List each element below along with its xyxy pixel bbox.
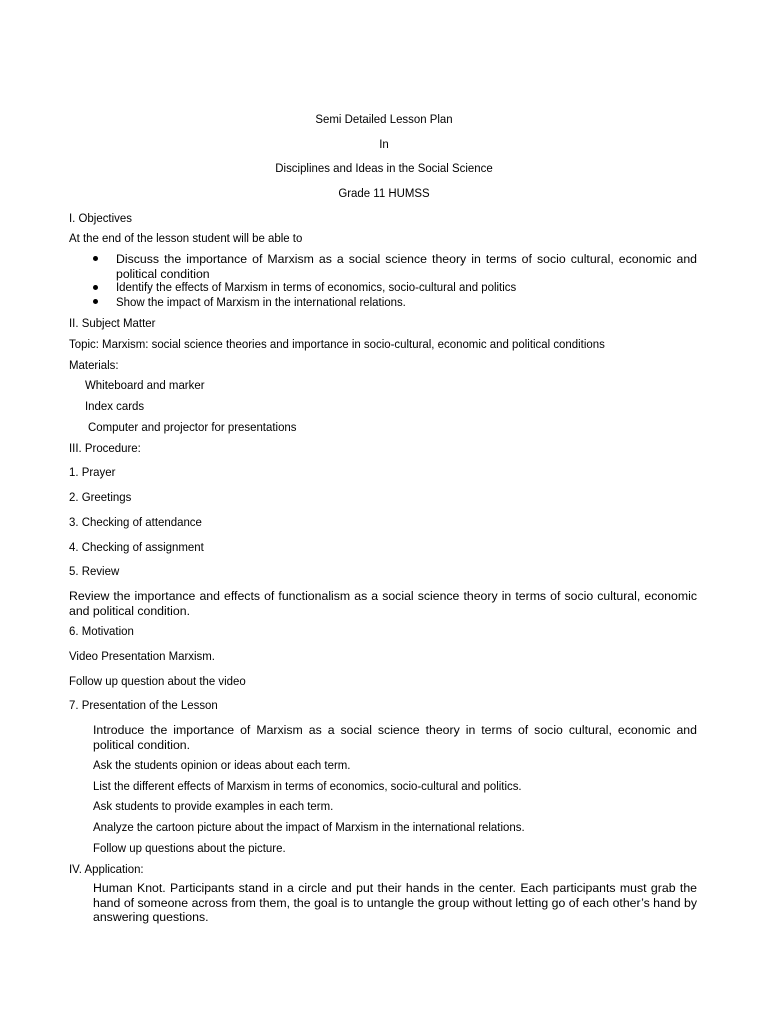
- objective-item: Show the impact of Marxism in the international relations.: [116, 295, 406, 309]
- application-heading: IV. Application:: [69, 862, 144, 876]
- bullet-icon: [93, 256, 98, 261]
- procedure-step: 3. Checking of attendance: [69, 515, 202, 529]
- presentation-item: Ask students to provide examples in each term.: [93, 799, 334, 813]
- material-item: Index cards: [85, 399, 145, 413]
- title-line-1: Semi Detailed Lesson Plan: [315, 112, 453, 126]
- presentation-item: Follow up questions about the picture.: [93, 841, 286, 855]
- title-line-4: Grade 11 HUMSS: [338, 186, 430, 200]
- motivation-item: Video Presentation Marxism.: [69, 649, 215, 663]
- procedure-step: 5. Review: [69, 564, 120, 578]
- objective-item: Identify the effects of Marxism in terms of economics, socio-cultural and politics: [116, 280, 517, 294]
- procedure-step: 2. Greetings: [69, 490, 132, 504]
- presentation-item: Analyze the cartoon picture about the impact of Marxism in the international relations.: [93, 820, 525, 834]
- material-item: Whiteboard and marker: [85, 378, 205, 392]
- bullet-icon: [93, 285, 98, 290]
- subject-matter-heading: II. Subject Matter: [69, 316, 156, 330]
- procedure-heading: III. Procedure:: [69, 441, 141, 455]
- procedure-step: 4. Checking of assignment: [69, 540, 204, 554]
- procedure-step: 1. Prayer: [69, 465, 116, 479]
- motivation-heading: 6. Motivation: [69, 624, 134, 638]
- presentation-item: List the different effects of Marxism in terms of economics, socio-cultural and politics.: [93, 779, 522, 793]
- materials-label: Materials:: [69, 358, 119, 372]
- title-line-3: Disciplines and Ideas in the Social Science: [275, 161, 493, 175]
- objectives-intro: At the end of the lesson student will be able to: [69, 231, 303, 245]
- review-text: Review the importance and effects of functionalism as a social science theory in terms of socio cultural, economic and political condition.: [69, 589, 697, 618]
- material-item: Computer and projector for presentations: [88, 420, 297, 434]
- objective-item: Discuss the importance of Marxism as a social science theory in terms of socio cultural, economic and political condition: [116, 252, 697, 281]
- presentation-item: Introduce the importance of Marxism as a social science theory in terms of socio cultural, economic and political condition.: [93, 723, 697, 752]
- presentation-item: Ask the students opinion or ideas about each term.: [93, 758, 351, 772]
- bullet-icon: [93, 299, 98, 304]
- objectives-heading: I. Objectives: [69, 211, 132, 225]
- presentation-heading: 7. Presentation of the Lesson: [69, 698, 218, 712]
- subject-matter-topic: Topic: Marxism: social science theories and importance in socio-cultural, economic and political conditions: [69, 337, 605, 351]
- motivation-item: Follow up question about the video: [69, 674, 246, 688]
- application-text: Human Knot. Participants stand in a circle and put their hands in the center. Each participants must grab the hand of someone across from them, the goal is to untangle the group without letting go of each other’s hand by answering questions.: [93, 881, 697, 924]
- title-line-2: In: [379, 137, 389, 151]
